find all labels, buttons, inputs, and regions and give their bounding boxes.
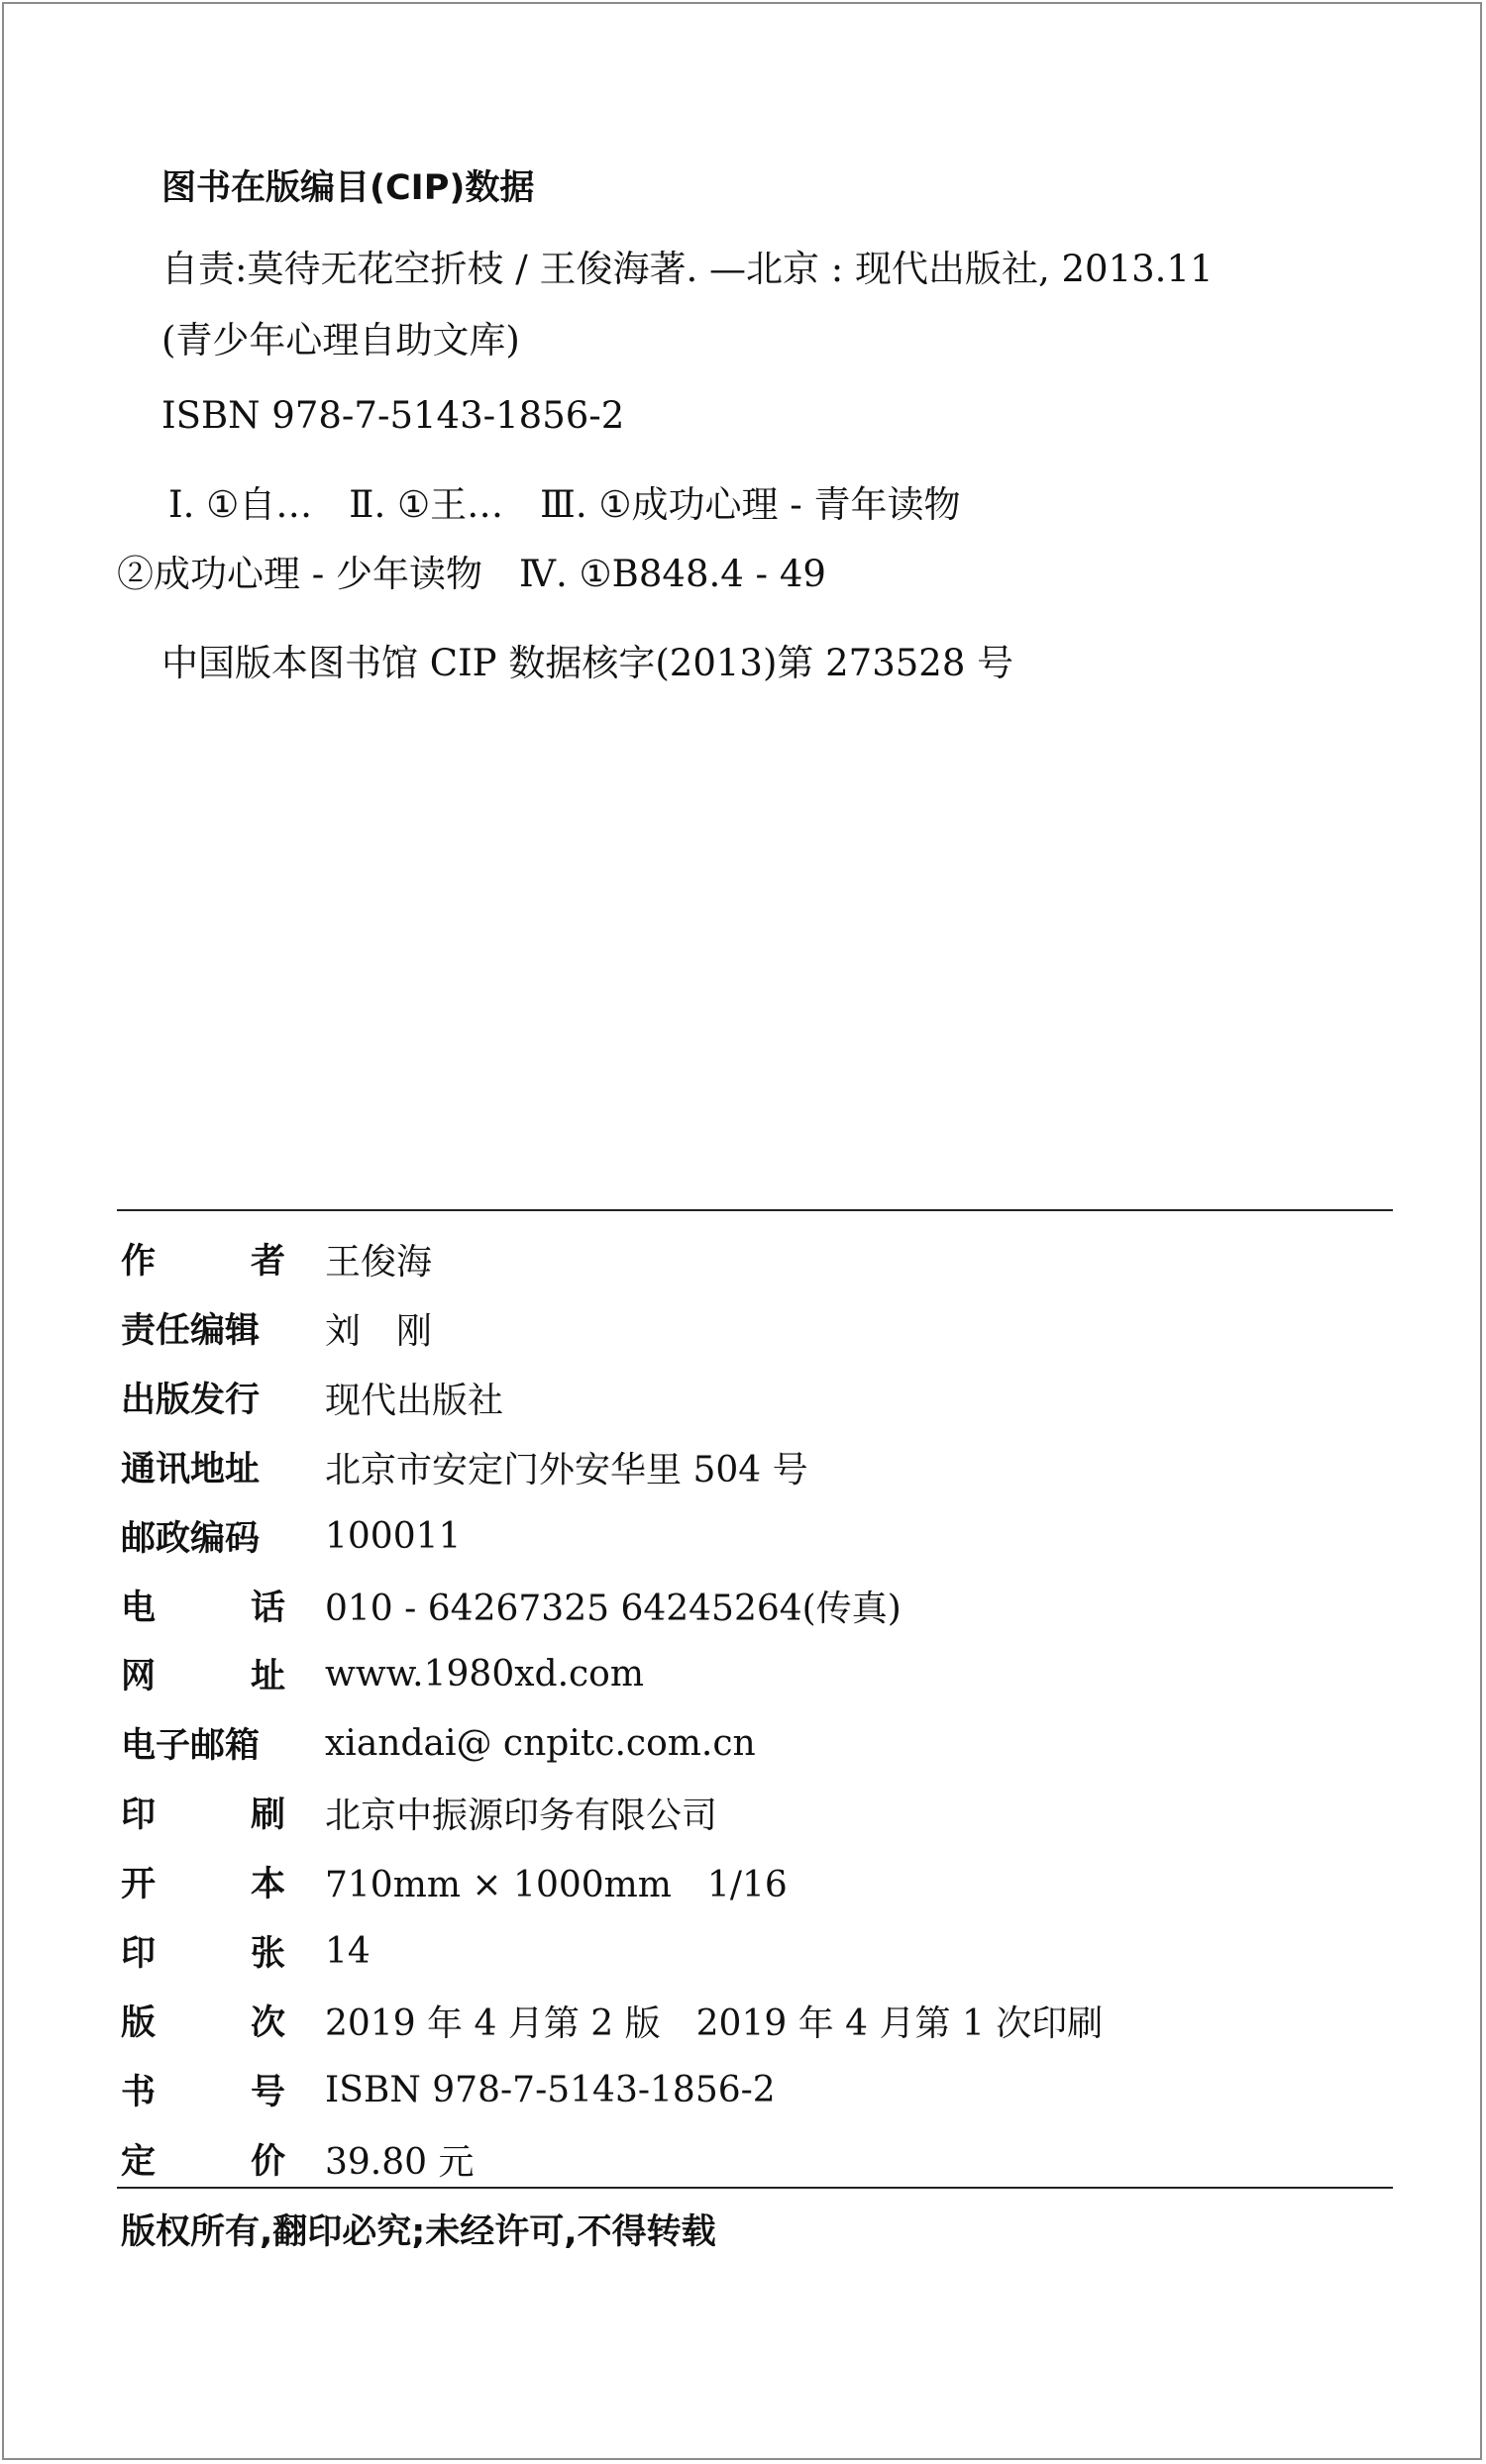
info-value: 710mm × 1000mm 1/16 [325, 1864, 788, 1905]
cip-line-isbn: ISBN 978-7-5143-1856-2 [161, 394, 625, 437]
cip-line-record-number: 中国版本图书馆 CIP 数据核字(2013)第 273528 号 [161, 642, 1014, 684]
info-label-text: 话 [250, 1589, 285, 1628]
info-value: 北京中振源印务有限公司 [325, 1795, 718, 1836]
info-label-text: 印 [121, 1796, 157, 1835]
info-label-text: 印 [121, 1934, 157, 1974]
divider-bottom [117, 2187, 1393, 2189]
info-label-text: 刷 [250, 1796, 285, 1835]
info-label-text: 价 [250, 2142, 285, 2182]
info-value: 100011 [325, 1515, 462, 1557]
info-value: 现代出版社 [325, 1380, 504, 1421]
info-row [121, 1784, 1369, 1841]
info-label [121, 1230, 285, 1287]
info-row [121, 1922, 1369, 1980]
info-label-text: 次 [250, 2003, 285, 2043]
info-label-text: 张 [250, 1934, 285, 1974]
cip-line-series: (青少年心理自助文库) [161, 319, 520, 361]
info-label-text: 电 [121, 1589, 157, 1628]
info-row [121, 1507, 1369, 1565]
info-label-text: 书 [121, 2073, 157, 2112]
divider-top [117, 1209, 1393, 1211]
info-label-text: 开 [121, 1865, 157, 1904]
info-value: www.1980xd.com [325, 1653, 644, 1694]
info-label [121, 1299, 285, 1357]
info-row [121, 2061, 1369, 2118]
info-label-text: 出版发行 [121, 1381, 261, 1420]
info-label-text: 址 [250, 1657, 285, 1696]
info-row [121, 1438, 1369, 1495]
info-label-text: 定 [121, 2142, 157, 2182]
info-value: ISBN 978-7-5143-1856-2 [325, 2069, 776, 2110]
info-row [121, 1577, 1369, 1634]
info-row [121, 1992, 1369, 2049]
info-row [121, 1853, 1369, 1910]
cip-title: 图书在版编目(CIP)数据 [161, 168, 535, 208]
info-label-text: 邮政编码 [121, 1519, 261, 1559]
info-value: 14 [325, 1930, 371, 1972]
info-row [121, 1645, 1369, 1702]
info-label [121, 1507, 285, 1565]
info-row [121, 1230, 1369, 1287]
info-label [121, 2130, 285, 2188]
info-row [121, 1714, 1369, 1772]
info-label-text: 版 [121, 2003, 157, 2043]
info-value: 刘 刚 [325, 1310, 433, 1352]
info-label-text: 者 [250, 1242, 285, 1282]
info-label [121, 1369, 285, 1426]
info-label [121, 1922, 285, 1980]
info-row [121, 2130, 1369, 2188]
info-label-text: 责任编辑 [121, 1311, 261, 1351]
info-label [121, 2061, 285, 2118]
info-label [121, 1853, 285, 1910]
info-value: 王俊海 [325, 1241, 433, 1283]
info-label-text: 本 [250, 1865, 285, 1904]
info-label-text: 电子邮箱 [121, 1726, 261, 1766]
info-label [121, 1784, 285, 1841]
info-label [121, 1645, 285, 1702]
cip-line-subjects-cont: ②成功心理 - 少年读物 Ⅳ. ①B848.4 - 49 [117, 553, 826, 595]
info-label [121, 1992, 285, 2049]
info-label [121, 1577, 285, 1634]
info-label [121, 1714, 285, 1772]
info-label-text: 通讯地址 [121, 1450, 261, 1489]
info-value: 39.80 元 [325, 2141, 475, 2183]
info-label-text: 网 [121, 1657, 157, 1696]
copyright-notice: 版权所有,翻印必究;未经许可,不得转载 [121, 2212, 716, 2252]
cip-line-title-author: 自责:莫待无花空折枝 / 王俊海著. —北京 : 现代出版社, 2013.11 [161, 248, 1214, 290]
info-value: 2019 年 4 月第 2 版 2019 年 4 月第 1 次印刷 [325, 2002, 1104, 2044]
info-label-text: 作 [121, 1242, 157, 1282]
info-row [121, 1299, 1369, 1357]
info-value: 北京市安定门外安华里 504 号 [325, 1449, 808, 1490]
info-value: xiandai@ cnpitc.com.cn [325, 1722, 756, 1764]
info-label [121, 1438, 285, 1495]
info-row [121, 1369, 1369, 1426]
info-label-text: 号 [250, 2073, 285, 2112]
cip-line-subjects: Ⅰ. ①自… Ⅱ. ①王… Ⅲ. ①成功心理 - 青年读物 [168, 483, 961, 526]
info-value: 010 - 64267325 64245264(传真) [325, 1588, 902, 1629]
